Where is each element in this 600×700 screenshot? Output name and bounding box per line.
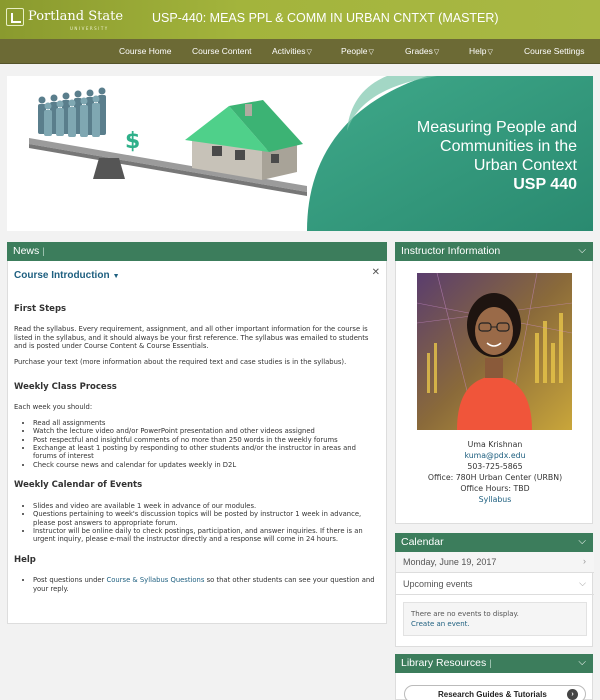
news-widget-body xyxy=(7,261,387,624)
top-header xyxy=(0,0,600,39)
psu-logo-icon xyxy=(6,8,24,26)
chevron-down-icon[interactable]: ⌵ xyxy=(578,245,586,256)
instructor-details xyxy=(396,439,594,505)
section-heading: Weekly Class Process xyxy=(14,382,117,393)
calendar-date-row[interactable]: Monday, June 19, 2017 › xyxy=(396,552,594,573)
nav-help[interactable]: Help▽ xyxy=(469,46,493,56)
news-item-title[interactable]: Course Introduction ▼ xyxy=(14,270,120,281)
list-item: • Watch the lecture video and/or PowerPoint presentation and other videos assigned xyxy=(33,427,380,435)
list-item: • Exchange at least 1 posting by responding to other students and/or the instructor in areas and forums of interest xyxy=(33,444,380,461)
paragraph: Each week you should: xyxy=(14,403,93,412)
close-icon[interactable]: ✕ xyxy=(371,267,380,278)
psu-logo[interactable] xyxy=(6,7,124,33)
logo-text: Portland State xyxy=(28,9,124,24)
create-event-link[interactable]: Create an event. xyxy=(411,620,470,628)
instructor-name: Uma Krishnan xyxy=(467,440,523,449)
calendar-widget-body xyxy=(395,552,593,647)
instructor-widget-body xyxy=(395,261,593,524)
instructor-phone: 503-725-5865 xyxy=(467,462,523,471)
paragraph: Read the syllabus. Every requirement, assignment, and all other important information for the course is listed in the syllabus, and it should always be your first reference. The syllabus was emailed to students and is posted under Course Content & Course Essentials. xyxy=(14,325,369,351)
bullet-list xyxy=(33,576,380,593)
list-item: • Read all assignments xyxy=(33,419,380,427)
news-content xyxy=(14,305,380,605)
syllabus-link[interactable]: Syllabus xyxy=(478,495,512,504)
banner-course-code: USP 440 xyxy=(513,176,577,193)
section-heading: First Steps xyxy=(14,304,67,314)
calendar-widget-header: Calendar ⌵ xyxy=(395,533,593,552)
chevron-down-icon: ▽ xyxy=(487,49,493,56)
chevron-down-icon: ⌵ xyxy=(579,578,586,588)
bullet-list xyxy=(33,502,380,544)
svg-text:$: $ xyxy=(125,129,141,154)
arrow-right-icon: › xyxy=(567,689,578,700)
nav-course-home[interactable]: Course Home xyxy=(119,46,172,56)
caret-down-icon[interactable]: ▼ xyxy=(112,273,120,280)
nav-course-content[interactable]: Course Content xyxy=(192,46,252,56)
course-banner xyxy=(7,76,593,231)
nav-course-settings[interactable]: Course Settings xyxy=(524,46,585,56)
list-item: • Slides and video are available 1 week in advance of our modules. xyxy=(33,502,380,510)
list-item: • Questions pertaining to week's discussion topics will be posted by instructor 1 week in advance, please post answers to appropriate forum. xyxy=(33,510,380,527)
library-widget-header: Library Resources | ⌵ xyxy=(395,654,593,673)
research-guides-button[interactable]: Research Guides & Tutorials › xyxy=(404,685,586,700)
instructor-office: Office: 780H Urban Center (URBN) xyxy=(427,473,563,482)
instructor-email-link[interactable]: kuma@pdx.edu xyxy=(464,451,526,460)
news-widget-header: News | xyxy=(7,242,387,261)
list-item: • Instructor will be online daily to check postings, participation, and answer inquiries. If there is an urgent inquiry, please e-mail the instructor directly and a response will come in 24 hours. xyxy=(33,527,380,544)
chevron-down-icon: ▽ xyxy=(433,49,440,56)
nav-activities[interactable]: Activities▽ xyxy=(272,46,312,56)
list-item: • Check course news and calendar for updates weekly in D2L xyxy=(33,461,380,469)
events-box xyxy=(403,602,587,636)
upcoming-events-row[interactable]: Upcoming events ⌵ xyxy=(396,574,594,595)
nav-people[interactable]: People▽ xyxy=(341,46,374,56)
banner-title: Measuring People and Communities in the Urban Context USP 440 xyxy=(416,119,577,193)
course-syllabus-questions-link[interactable]: Course & Syllabus Questions xyxy=(106,576,205,585)
list-item: • Post questions under Course & Syllabus Questions so that other students can see your question and your reply. xyxy=(33,576,380,593)
list-item: • Post respectful and insightful comments of no more than 250 words in the weekly forums xyxy=(33,436,380,444)
instructor-photo xyxy=(417,273,572,430)
course-navbar xyxy=(0,39,600,64)
chevron-down-icon[interactable]: ⌵ xyxy=(578,657,586,668)
no-events-text: There are no events to display. xyxy=(411,610,519,618)
chevron-down-icon: ▽ xyxy=(306,49,312,56)
section-heading: Help xyxy=(14,554,36,565)
paragraph: Purchase your text (more information about the required text and case studies is in the syllabus). xyxy=(14,357,347,366)
course-title: USP-440: MEAS PPL & COMM IN URBAN CNTXT (MASTER) xyxy=(152,11,499,25)
instructor-hours: Office Hours: TBD xyxy=(460,484,530,493)
chevron-down-icon: ▽ xyxy=(368,49,374,56)
logo-subtext: UNIVERSITY xyxy=(70,26,109,31)
section-heading: Weekly Calendar of Events xyxy=(14,480,143,491)
chevron-right-icon: › xyxy=(583,556,586,566)
nav-grades[interactable]: Grades▽ xyxy=(405,46,440,56)
bullet-list xyxy=(33,419,380,469)
instructor-widget-header: Instructor Information ⌵ xyxy=(395,242,593,261)
chevron-down-icon[interactable]: ⌵ xyxy=(578,536,586,547)
